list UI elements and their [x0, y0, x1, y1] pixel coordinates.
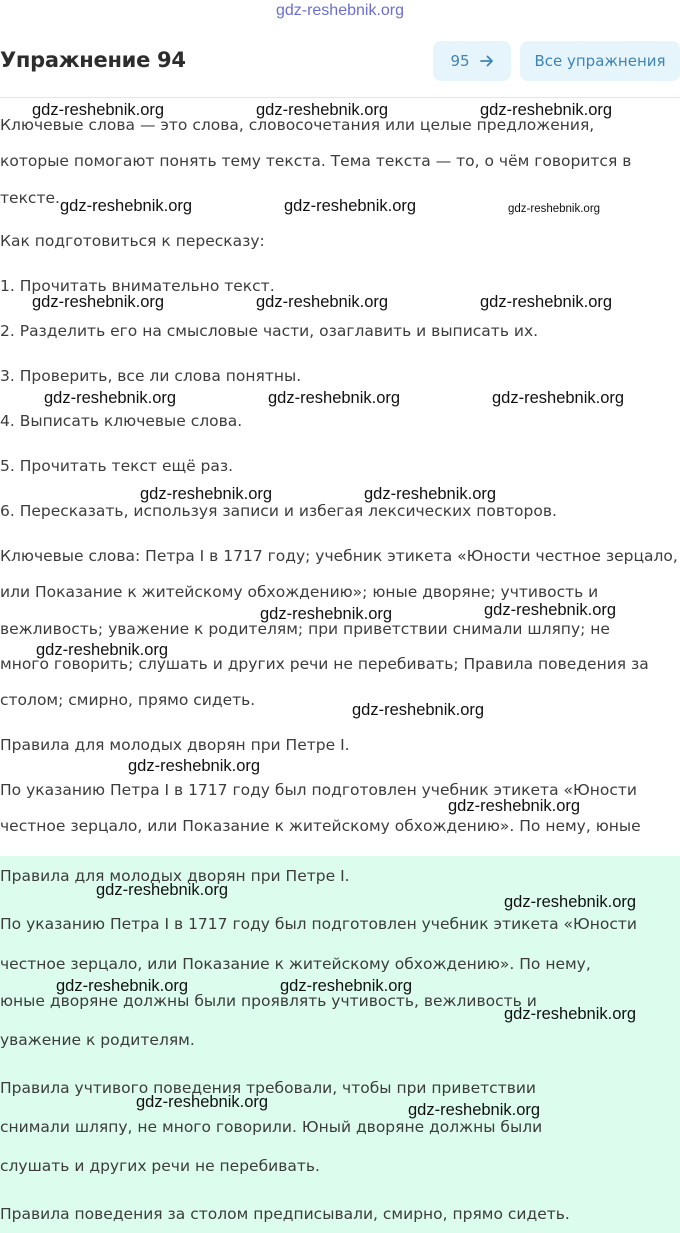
text-line: вежливость; уважение к родителям; при приветствии снимали шляпу; не [0, 620, 610, 638]
watermark: gdz-reshebnik.org [36, 641, 169, 659]
watermark: gdz-reshebnik.org [32, 293, 165, 311]
watermark: gdz-reshebnik.org [256, 101, 389, 119]
watermark: gdz-reshebnik.org [504, 893, 637, 911]
text-line: По указанию Петра I в 1717 году был подготовлен учебник этикета «Юности [0, 781, 637, 799]
arrow-right-icon [480, 54, 494, 68]
solution-line: Правила для молодых дворян при Петре I. [0, 867, 350, 885]
watermark: gdz-reshebnik.org [352, 701, 485, 719]
watermark: gdz-reshebnik.org [508, 203, 601, 215]
solution-line: уважение к родителям. [0, 1031, 195, 1049]
site-link[interactable]: gdz-reshebnik.org [275, 2, 405, 19]
text-line: Ключевые слова: Петра I в 1717 году; учебник этикета «Юности честное зерцало, [0, 547, 678, 565]
watermark: gdz-reshebnik.org [280, 977, 413, 995]
text-line: 5. Прочитать текст ещё раз. [0, 457, 234, 475]
solution-line: честное зерцало, или Показание к житейскому обхождению». По нему, [0, 955, 591, 973]
solution-line: юные дворяне должны были проявлять учтивость, вежливость и [0, 992, 537, 1010]
solution-line: снимали шляпу, не много говорили. Юный дворяне должны были [0, 1118, 543, 1136]
watermark: gdz-reshebnik.org [128, 757, 261, 775]
page-title: Упражнение 94 [0, 48, 186, 72]
text-line: которые помогают понять тему текста. Тема текста — то, о чём говорится в [0, 152, 632, 170]
text-line: честное зерцало, или Показание к житейскому обхождению». По нему, юные [0, 817, 641, 835]
text-line: или Показание к житейскому обхождению»; юные дворяне; учтивость и [0, 583, 599, 601]
text-line: Как подготовиться к пересказу: [0, 232, 265, 250]
solution-line: Правила учтивого поведения требовали, чтобы при приветствии [0, 1079, 536, 1097]
watermark: gdz-reshebnik.org [448, 797, 581, 815]
watermark: gdz-reshebnik.org [56, 977, 189, 995]
text-line: много говорить; слушать и других речи не перебивать; Правила поведения за [0, 655, 649, 673]
watermark: gdz-reshebnik.org [504, 1005, 637, 1023]
watermark: gdz-reshebnik.org [140, 485, 273, 503]
next-exercise-label: 95 [450, 52, 470, 70]
next-exercise-button[interactable] [433, 41, 511, 81]
text-line: Ключевые слова — это слова, словосочетания или целые предложения, [0, 116, 595, 134]
all-exercises-button[interactable]: Все упражнения [520, 41, 680, 81]
watermark: gdz-reshebnik.org [32, 101, 165, 119]
watermark: gdz-reshebnik.org [364, 485, 497, 503]
watermark: gdz-reshebnik.org [60, 197, 193, 215]
text-line: 2. Разделить его на смысловые части, озаглавить и выписать их. [0, 322, 539, 340]
text-line: 3. Проверить, все ли слова понятны. [0, 367, 302, 385]
watermark: gdz-reshebnik.org [136, 1093, 269, 1111]
watermark: gdz-reshebnik.org [256, 293, 389, 311]
text-line: столом; смирно, прямо сидеть. [0, 691, 256, 709]
text-line: Правила для молодых дворян при Петре I. [0, 736, 350, 754]
text-line: 4. Выписать ключевые слова. [0, 412, 243, 430]
solution-line: По указанию Петра I в 1717 году был подготовлен учебник этикета «Юности [0, 915, 637, 933]
watermark: gdz-reshebnik.org [484, 601, 617, 619]
text-line: 6. Пересказать, используя записи и избегая лексических повторов. [0, 502, 557, 520]
solution-line: Правила поведения за столом предписывали, смирно, прямо сидеть. [0, 1205, 570, 1223]
solution-block [0, 856, 680, 1233]
watermark: gdz-reshebnik.org [480, 293, 613, 311]
divider [0, 97, 680, 98]
watermark: gdz-reshebnik.org [260, 605, 393, 623]
watermark: gdz-reshebnik.org [480, 101, 613, 119]
text-line: 1. Прочитать внимательно текст. [0, 277, 275, 295]
watermark: gdz-reshebnik.org [408, 1101, 541, 1119]
watermark: gdz-reshebnik.org [96, 881, 229, 899]
watermark: gdz-reshebnik.org [492, 389, 625, 407]
solution-line: слушать и других речи не перебивать. [0, 1157, 320, 1175]
watermark: gdz-reshebnik.org [268, 389, 401, 407]
exercise-header [0, 40, 680, 84]
watermark: gdz-reshebnik.org [284, 197, 417, 215]
watermark: gdz-reshebnik.org [44, 389, 177, 407]
text-line: тексте. [0, 189, 60, 207]
